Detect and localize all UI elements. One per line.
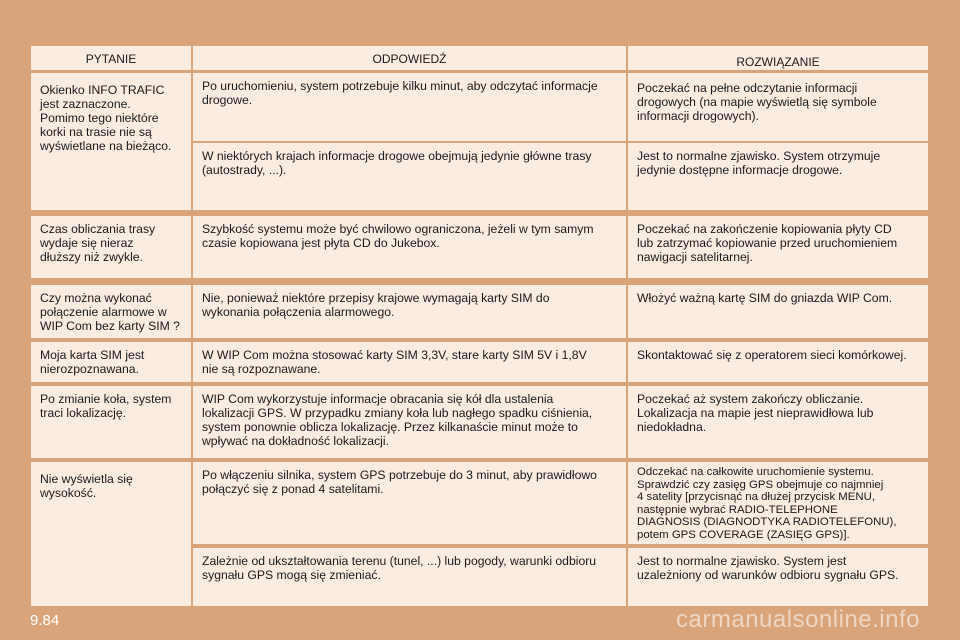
answer-cell: WIP Com wykorzystuje informacje obracania się kół dla ustalenia lokalizacji GPS. W przypadku zmiany koła lub nagłego spadku ciśnienia, system ponownie oblicza lokalizację. Przez kilkanaście minut może to wpływać na dokładność lokalizacji.	[193, 386, 626, 458]
answer-cell: Po uruchomieniu, system potrzebuje kilku minut, aby odczytać informacje drogowe.	[193, 73, 626, 141]
question-cell: Nie wyświetla się wysokość.	[31, 462, 191, 606]
solution-cell: Jest to normalne zjawisko. System otrzymuje jedynie dostępne informacje drogowe.	[628, 143, 928, 210]
watermark: carmanualsonline.info	[676, 606, 920, 633]
answer-cell: Szybkość systemu może być chwilowo ograniczona, jeżeli w tym samym czasie kopiowana jest płyta CD do Jukebox.	[193, 216, 626, 278]
question-cell: Moja karta SIM jest nierozpoznawana.	[31, 342, 191, 382]
solution-cell: Jest to normalne zjawisko. System jest uzależniony od warunków odbioru sygnału GPS.	[628, 548, 928, 606]
solution-cell: Poczekać aż system zakończy obliczanie. Lokalizacja na mapie jest nieprawidłowa lub niedokładna.	[628, 386, 928, 458]
solution-cell: Skontaktować się z operatorem sieci komórkowej.	[628, 342, 928, 382]
header-solution: ROZWIĄZANIE	[628, 46, 928, 70]
question-cell: Po zmianie koła, system traci lokalizację.	[31, 386, 191, 458]
answer-cell: Zależnie od ukształtowania terenu (tunel, ...) lub pogody, warunki odbioru sygnału GPS mogą się zmieniać.	[193, 548, 626, 606]
solution-cell: Włożyć ważną kartę SIM do gniazda WIP Com.	[628, 285, 928, 338]
header-answer: ODPOWIEDŹ	[193, 46, 626, 70]
question-cell: Czy można wykonać połączenie alarmowe w WIP Com bez karty SIM ?	[31, 285, 191, 338]
answer-cell: Po włączeniu silnika, system GPS potrzebuje do 3 minut, aby prawidłowo połączyć się z ponad 4 satelitami.	[193, 462, 626, 544]
page-number: 9.84	[30, 612, 60, 629]
header-question: PYTANIE	[31, 46, 191, 70]
solution-cell: Poczekać na pełne odczytanie informacji drogowych (na mapie wyświetlą się symbole informacji drogowych).	[628, 73, 928, 141]
solution-cell: Poczekać na zakończenie kopiowania płyty CD lub zatrzymać kopiowanie przed uruchomieniem nawigacji satelitarnej.	[628, 216, 928, 278]
answer-cell: W WIP Com można stosować karty SIM 3,3V, stare karty SIM 5V i 1,8V nie są rozpoznawane.	[193, 342, 626, 382]
question-cell: Okienko INFO TRAFIC jest zaznaczone. Pomimo tego niektóre korki na trasie nie są wyświetlane na bieżąco.	[31, 73, 191, 210]
solution-cell: Odczekać na całkowite uruchomienie systemu. Sprawdzić czy zasięg GPS obejmuje co najmniej 4 satelity [przycisnąć na dłużej przycisk MENU, następnie wybrać RADIO-TELEPHONE DIAGNOSIS (DIAGNODTYKA RADIOTELEFONU), potem GPS COVERAGE (ZASIĘG GPS)].	[628, 462, 928, 544]
question-cell: Czas obliczania trasy wydaje się nieraz dłuższy niż zwykle.	[31, 216, 191, 278]
answer-cell: W niektórych krajach informacje drogowe obejmują jedynie główne trasy (autostrady, ...).	[193, 143, 626, 210]
answer-cell: Nie, ponieważ niektóre przepisy krajowe wymagają karty SIM do wykonania połączenia alarmowego.	[193, 285, 626, 338]
